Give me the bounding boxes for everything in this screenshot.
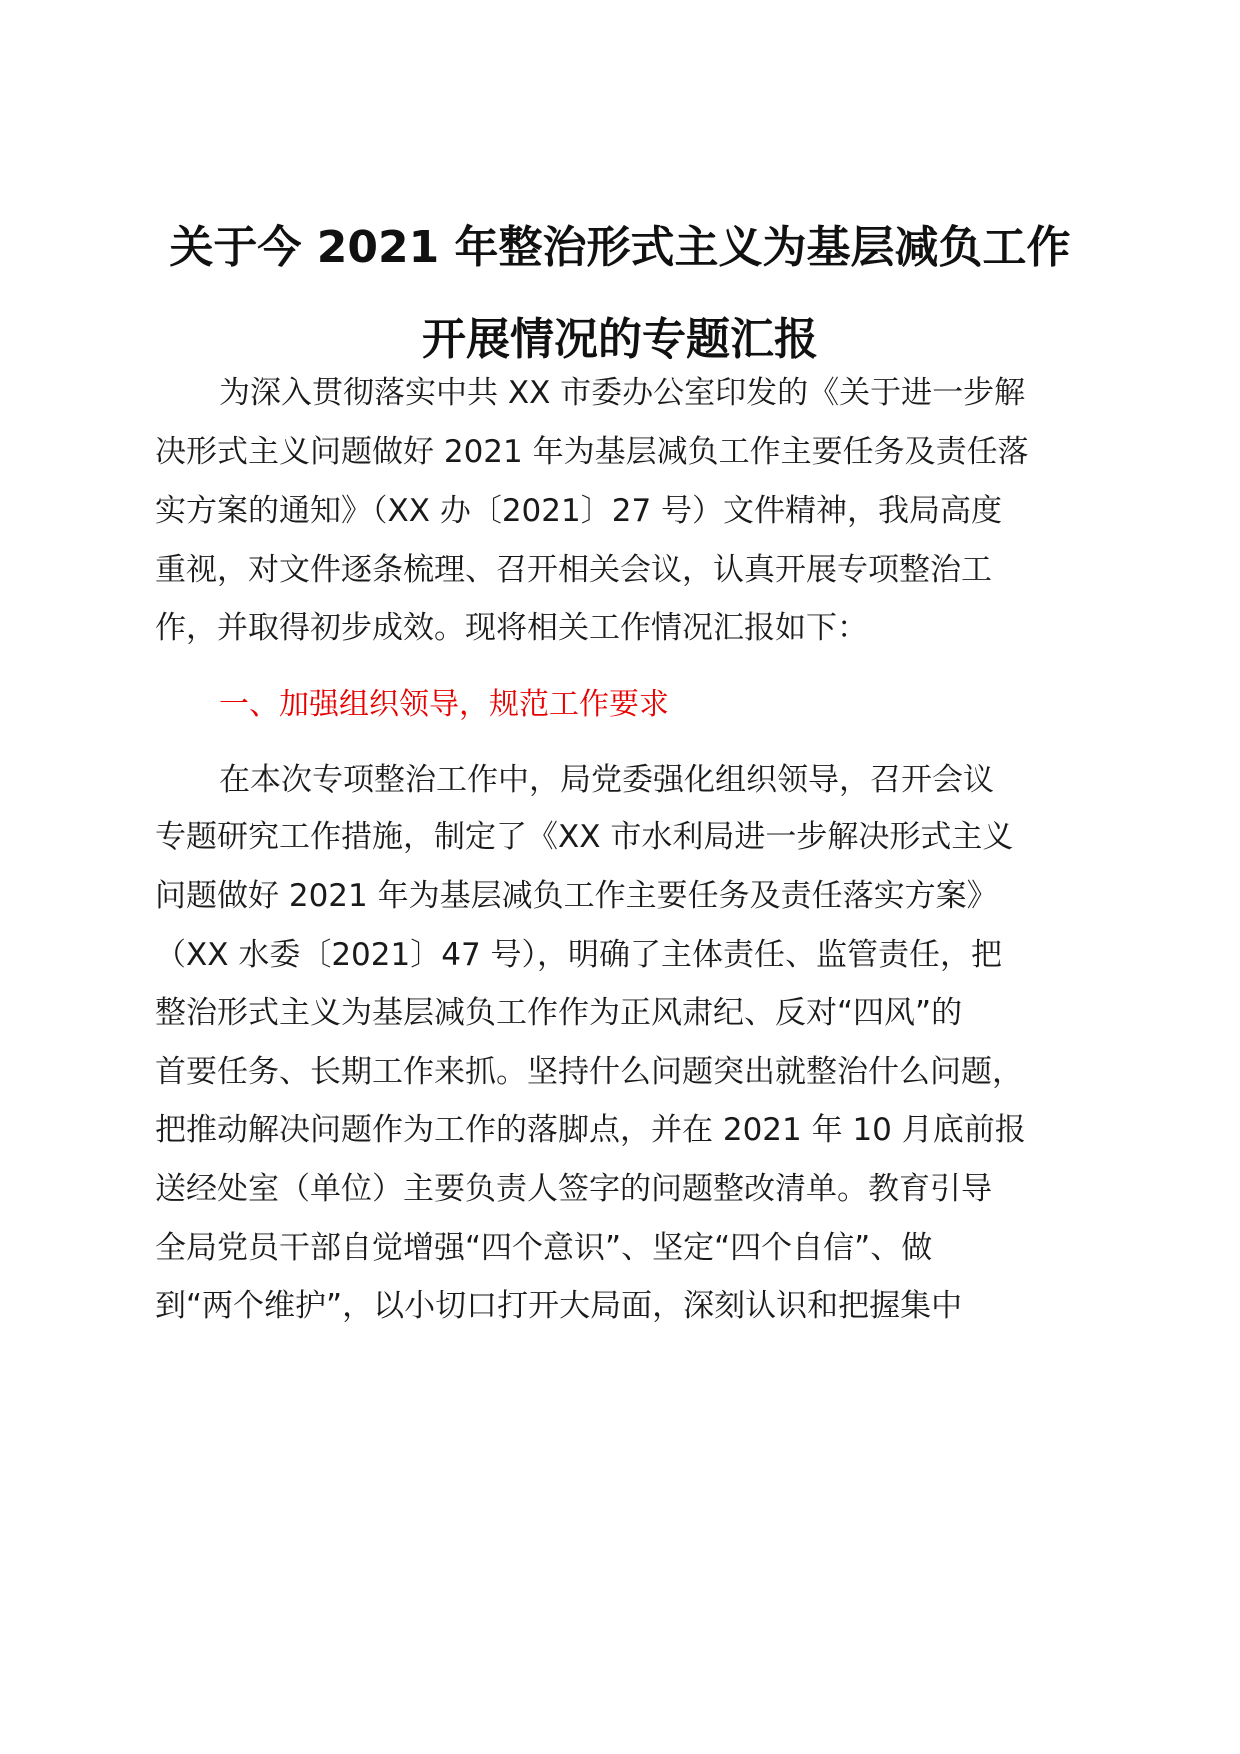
- paragraph-2-line: 在本次专项整治工作中，局党委强化组织领导，召开会议: [219, 762, 994, 798]
- paragraph-1-line: 重视，对文件逐条梳理、召开相关会议，认真开展专项整治工: [155, 552, 992, 588]
- paragraph-2-line: 到“两个维护”，以小切口打开大局面，深刻认识和把握集中: [155, 1288, 963, 1324]
- paragraph-2-line: 送经处室（单位）主要负责人签字的问题整改清单。教育引导: [155, 1171, 992, 1207]
- paragraph-2-line: 首要任务、长期工作来抓。坚持什么问题突出就整治什么问题，: [155, 1054, 1023, 1090]
- document-title-line-1: 关于今 2021 年整治形式主义为基层减负工作: [169, 222, 1071, 273]
- paragraph-2-line: 问题做好 2021 年为基层减负工作主要任务及责任落实方案》: [155, 878, 998, 914]
- paragraph-2-line: 专题研究工作措施，制定了《XX 市水利局进一步解决形式主义: [155, 819, 1014, 855]
- document-title-line-2: 开展情况的专题汇报: [422, 314, 818, 365]
- paragraph-1-line: 决形式主义问题做好 2021 年为基层减负工作主要任务及责任落: [155, 434, 1029, 470]
- section-heading-1: 一、加强组织领导，规范工作要求: [219, 687, 669, 722]
- paragraph-2-line: 全局党员干部自觉增强“四个意识”、坚定“四个自信”、做: [155, 1230, 933, 1266]
- paragraph-2-line: （XX 水委〔2021〕47 号），明确了主体责任、监管责任，把: [155, 937, 1003, 973]
- paragraph-1-line: 作，并取得初步成效。现将相关工作情况汇报如下：: [155, 610, 868, 646]
- paragraph-1-line: 实方案的通知》（XX 办〔2021〕27 号）文件精神，我局高度: [155, 493, 1003, 529]
- paragraph-1-line: 为深入贯彻落实中共 XX 市委办公室印发的《关于进一步解: [219, 375, 1026, 411]
- paragraph-2-line: 整治形式主义为基层减负工作作为正风肃纪、反对“四风”的: [155, 995, 963, 1031]
- paragraph-2-line: 把推动解决问题作为工作的落脚点，并在 2021 年 10 月底前报: [155, 1112, 1026, 1148]
